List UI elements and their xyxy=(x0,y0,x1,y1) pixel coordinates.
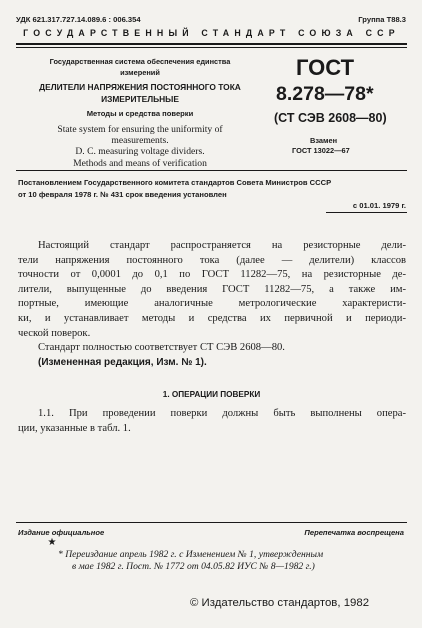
header-divider-thin xyxy=(16,47,407,48)
decree-line: Постановлением Государственного комитета стандартов Совета Министров СССР xyxy=(18,178,332,187)
system-title-line: Государственная система обеспечения единства xyxy=(49,57,231,66)
title-divider xyxy=(16,170,407,171)
amendment-note: (Измененная редакция, Изм. № 1). xyxy=(38,357,207,368)
date-underline xyxy=(326,212,407,213)
compliance-statement: Стандарт полностью соответствует СТ СЭВ 2608—80. xyxy=(38,342,285,353)
paragraph-line: ки, и устанавливает методы и средства их первичной и периоди- xyxy=(18,312,406,324)
standard-title-line: ДЕЛИТЕЛИ НАПРЯЖЕНИЯ ПОСТОЯННОГО ТОКА xyxy=(39,82,241,92)
reissue-note xyxy=(58,549,323,572)
system-title-ru xyxy=(26,56,254,78)
effective-date: с 01.01. 1979 г. xyxy=(352,201,406,210)
replaces-label: Взамен xyxy=(310,136,338,145)
org-title: ГОСУДАРСТВЕННЫЙ СТАНДАРТ СОЮЗА ССР xyxy=(23,28,400,38)
star-icon: ★ xyxy=(47,537,57,548)
replaces-standard: ГОСТ 13022—67 xyxy=(292,146,350,155)
reissue-note-line: * Переиздание апрель 1982 г. с Изменением № 1, утвержденным xyxy=(58,549,324,560)
paragraph-line: лители, выпущенные до введения ГОСТ 11282—75, а также им- xyxy=(18,283,406,295)
english-title-line: D. C. measuring voltage dividers. xyxy=(75,146,205,158)
decree-text xyxy=(18,177,331,201)
paragraph-line: точности от 0,0001 до 0,1 по ГОСТ 11282—75, на резисторные де- xyxy=(18,269,406,281)
official-edition: Издание официальное xyxy=(18,528,105,537)
paragraph-line: 1.1. При проведении поверки должны быть выполнены опера- xyxy=(38,408,406,419)
section-heading: 1. ОПЕРАЦИИ ПОВЕРКИ xyxy=(162,390,261,399)
standard-title-line: ИЗМЕРИТЕЛЬНЫЕ xyxy=(101,93,179,104)
methods-subtitle-ru: Методы и средства поверки xyxy=(86,109,194,118)
gost-number: 8.278—78* xyxy=(276,83,374,105)
decree-line: от 10 февраля 1978 г. № 431 срок введения установлен xyxy=(18,190,227,199)
udc-code: УДК 621.317.727.14.089.6 : 006.354 xyxy=(16,15,141,24)
group-code: Группа Т88.3 xyxy=(358,15,406,24)
reissue-note-line: в мае 1982 г. Пост. № 1772 от 04.05.82 ИУС № 8—1982 г.) xyxy=(72,560,315,572)
copyright: © Издательство стандартов, 1982 xyxy=(190,597,370,609)
english-title-line: Methods and means of verification xyxy=(73,157,207,169)
standard-title-ru xyxy=(26,82,254,105)
paragraph-line: тели напряжения постоянного тока (далее — делители) классов xyxy=(18,254,406,266)
paragraph-line: ции, указанные в табл. 1. xyxy=(18,422,131,434)
reprint-prohibited: Перепечатка воспрещена xyxy=(304,528,404,537)
paragraph-line: ческой поверок. xyxy=(18,327,91,339)
intro-paragraph xyxy=(18,239,406,341)
paragraph-line: Настоящий стандарт распространяется на резисторные дели- xyxy=(38,240,406,251)
paragraph-line: портные, имеющие аналогичные метрологические характеристи- xyxy=(18,298,406,310)
gost-label: ГОСТ xyxy=(296,55,355,80)
english-title-line: State system for ensuring the uniformity of xyxy=(57,124,223,135)
st-sev-reference: (СТ СЭВ 2608—80) xyxy=(274,111,387,125)
system-title-line: измерений xyxy=(120,68,160,77)
section-paragraph xyxy=(18,407,406,436)
footer-divider xyxy=(16,522,407,523)
english-title-line: measurements. xyxy=(111,135,169,147)
header-divider xyxy=(16,43,407,45)
english-title xyxy=(26,124,254,169)
